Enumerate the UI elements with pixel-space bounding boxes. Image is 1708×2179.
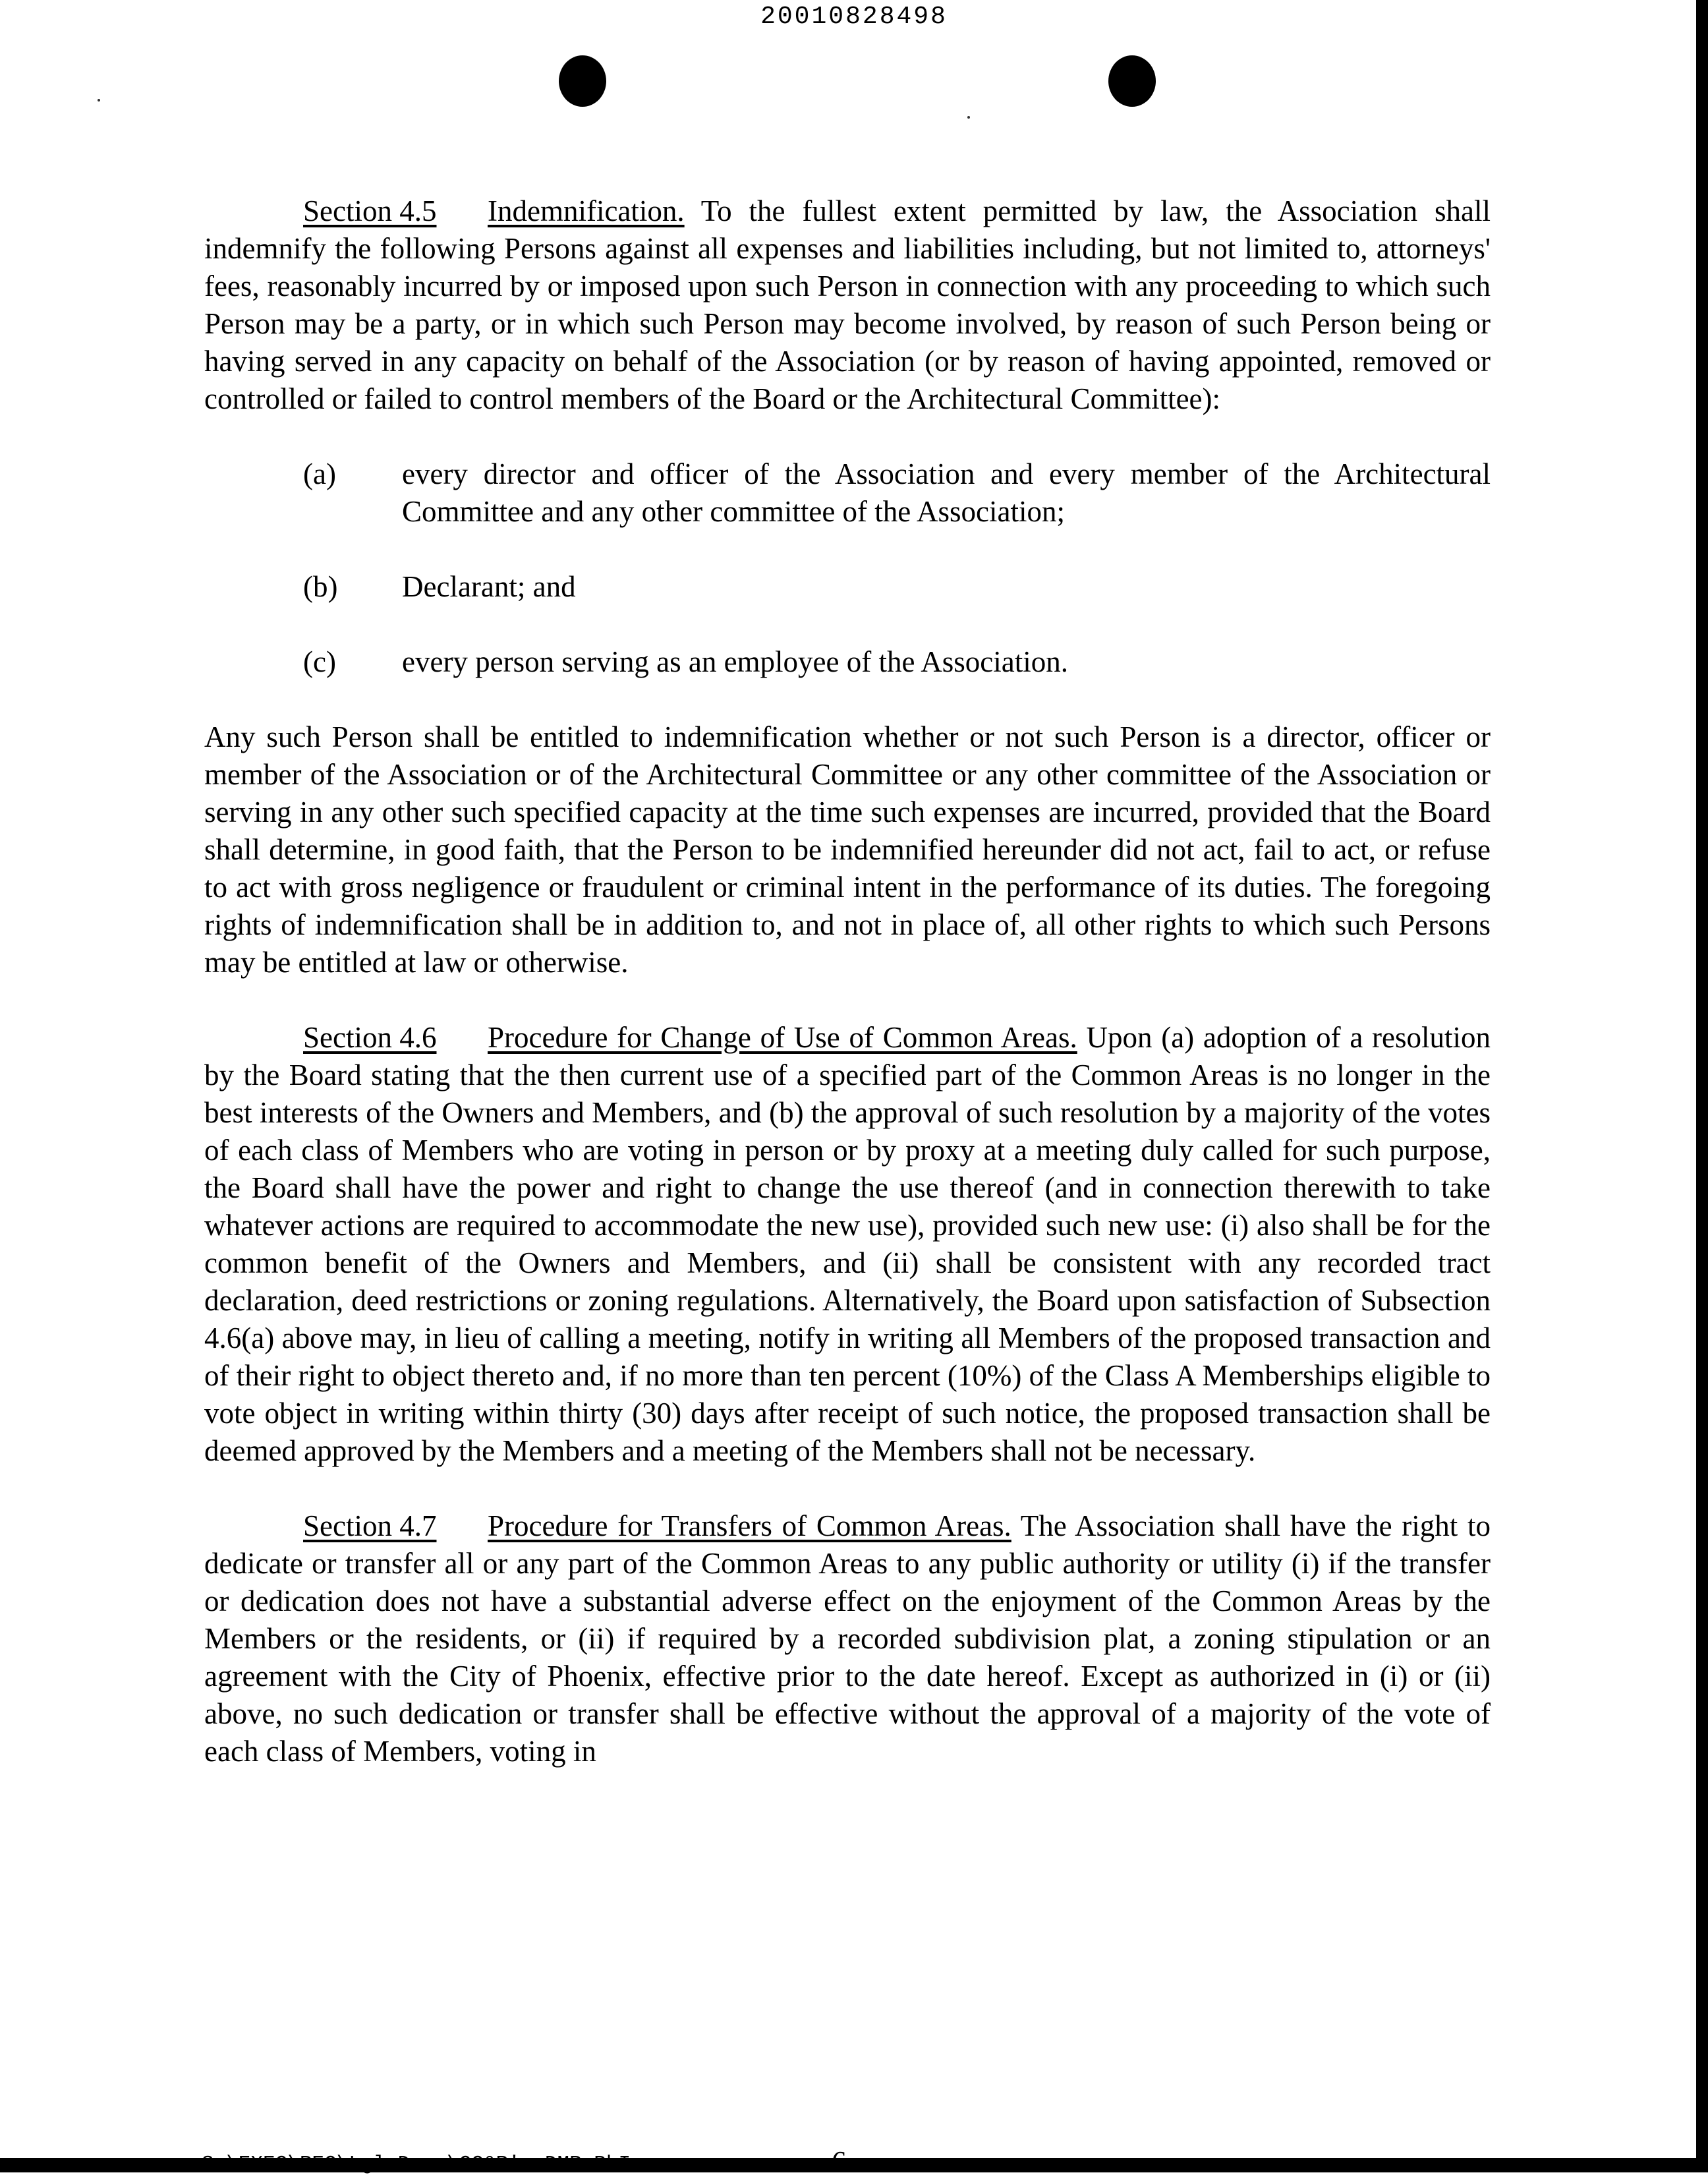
- section-4-7-title: Procedure for Transfers of Common Areas.: [488, 1509, 1011, 1542]
- list-item-text: every director and officer of the Association and every member of the Architectural Committee and any other committee of the Association;: [402, 457, 1491, 528]
- section-4-6-number: Section 4.6: [303, 1021, 437, 1054]
- section-4-5-intro: To the fullest extent permitted by law, the Association shall indemnify the following Persons against all expenses and liabilities including, but not limited to, attorneys' fees, reasonably incurred by or imposed upon such Person in connection with any proceeding to which such Person may be a party, or in which such Person may become involved, by reason of such Person being or having served in any capacity on behalf of the Association (or by reason of having appointed, removed or controlled or failed to control members of the Board or the Architectural Committee):: [204, 194, 1491, 415]
- section-4-7-body: The Association shall have the right to dedicate or transfer all or any part of the Common Areas to any public authority or utility (i) if the transfer or dedication does not have a substantial adverse effect on the enjoyment of the Common Areas by the Members or the residents, or (ii) if required by a recorded subdivision plat, a zoning stipulation or an agreement with the City of Phoenix, effective prior to the date hereof. Except as authorized in (i) or (ii) above, no such dedication or transfer shall be effective without the approval of a majority of the vote of each class of Members, voting in: [204, 1509, 1491, 1768]
- section-4-6-body: Upon (a) adoption of a resolution by the Board stating that the then current use of a specified part of the Common Areas is no longer in the best interests of the Owners and Members, and (b) the approval of such resolution by a majority of the votes of each class of Members who are voting in person or by proxy at a meeting duly called for such purpose, the Board shall have the power and right to change the use thereof (and in connection therewith to take whatever actions are required to accommodate the new use), provided such new use: (i) also shall be for the common benefit of the Owners and Members, and (ii) shall be consistent with any recorded tract declaration, deed restrictions or zoning regulations. Alternatively, the Board upon satisfaction of Subsection 4.6(a) above may, in lieu of calling a meeting, notify in writing all Members of the proposed transaction and of their right to object thereto and, if no more than ten percent (10%) of the Class A Memberships eligible to vote object in writing within thirty (30) days after receipt of such notice, the proposed transaction shall be deemed approved by the Members and a meeting of the Members shall not be necessary.: [204, 1021, 1491, 1467]
- list-item: [204, 568, 1491, 606]
- list-marker: (b): [303, 570, 338, 603]
- scan-edge-right: [1696, 0, 1708, 2172]
- document-body: [204, 192, 1491, 1770]
- section-4-5-closing: Any such Person shall be entitled to indemnification whether or not such Person is a director, officer or member of the Association or of the Architectural Committee or any other committee of the Association or serving in any other such specified capacity at the time such expenses are incurred, provided that the Board shall determine, in good faith, that the Person to be indemnified hereunder did not act, fail to act, or refuse to act with gross negligence or fraudulent or criminal intent in the performance of its duties. The foregoing rights of indemnification shall be in addition to, and not in place of, all other rights to which such Persons may be entitled at law or otherwise.: [204, 720, 1491, 979]
- section-4-7-number: Section 4.7: [303, 1509, 437, 1542]
- punch-hole-left: [559, 55, 606, 107]
- section-4-6-title: Procedure for Change of Use of Common Areas.: [488, 1021, 1077, 1054]
- list-item: [204, 455, 1491, 531]
- section-4-5-title: Indemnification.: [488, 194, 685, 227]
- list-marker: (c): [303, 645, 336, 678]
- section-4-5-paragraph: [204, 192, 1491, 418]
- list-item: [204, 643, 1491, 681]
- section-4-7-paragraph: [204, 1507, 1491, 1770]
- scan-speck: [967, 116, 970, 119]
- list-item-text: Declarant; and: [402, 570, 576, 603]
- scan-speck: [98, 99, 100, 102]
- recording-number: 20010828498: [760, 3, 948, 31]
- section-4-6-paragraph: [204, 1019, 1491, 1470]
- list-marker: (a): [303, 457, 336, 490]
- list-item-text: every person serving as an employee of the Association.: [402, 645, 1068, 678]
- section-4-5-number: Section 4.5: [303, 194, 437, 227]
- scan-edge-bottom: [0, 2158, 1708, 2172]
- punch-hole-right: [1108, 55, 1156, 107]
